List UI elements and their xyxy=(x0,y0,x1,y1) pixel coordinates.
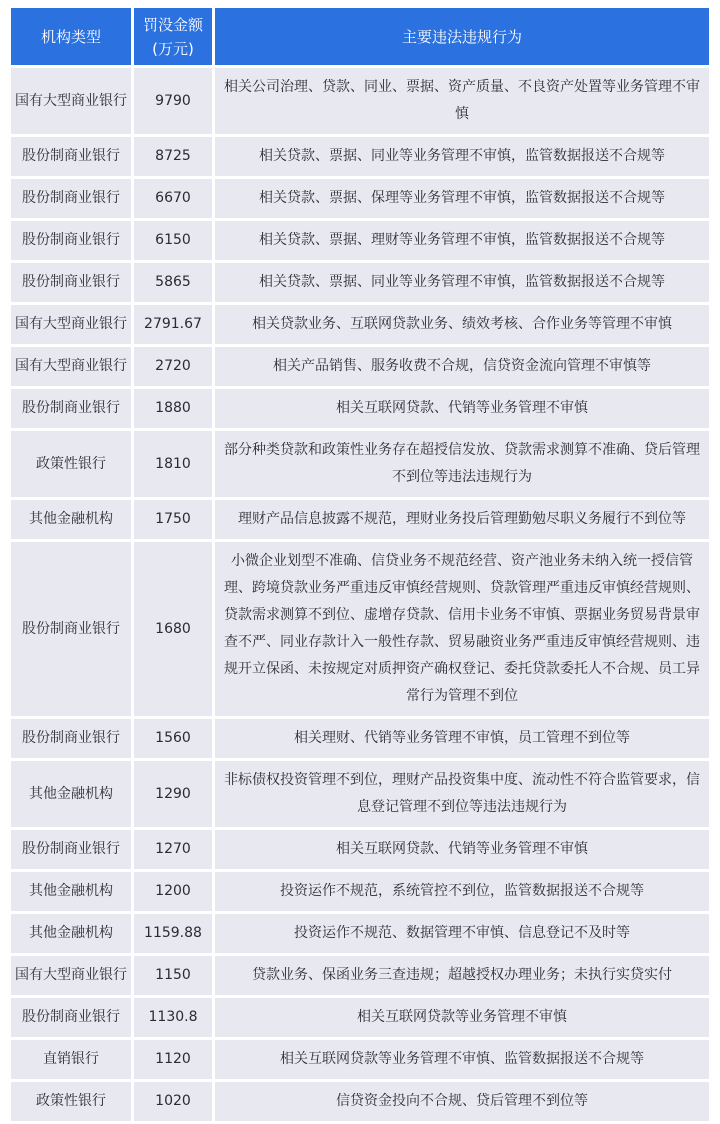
penalty-amount-cell: 6150 xyxy=(134,221,212,260)
col-header-violations: 主要违法违规行为 xyxy=(215,8,709,65)
penalty-amount-cell: 1120 xyxy=(134,1040,212,1079)
institution-type-cell: 股份制商业银行 xyxy=(11,389,131,428)
violations-cell: 贷款业务、保函业务三查违规；超越授权办理业务；未执行实贷实付 xyxy=(215,956,709,995)
violations-cell: 信贷资金投向不合规、贷后管理不到位等 xyxy=(215,1082,709,1121)
institution-type-cell: 国有大型商业银行 xyxy=(11,956,131,995)
institution-type-cell: 直销银行 xyxy=(11,1040,131,1079)
violations-cell: 相关互联网贷款等业务管理不审慎、监管数据报送不合规等 xyxy=(215,1040,709,1079)
table-row xyxy=(11,179,709,218)
institution-type-cell: 政策性银行 xyxy=(11,1082,131,1121)
header-row xyxy=(11,8,709,65)
violations-cell: 相关贷款、票据、理财等业务管理不审慎，监管数据报送不合规等 xyxy=(215,221,709,260)
institution-type-cell: 股份制商业银行 xyxy=(11,542,131,716)
table-row xyxy=(11,872,709,911)
table-row xyxy=(11,914,709,953)
table-row xyxy=(11,263,709,302)
institution-type-cell: 国有大型商业银行 xyxy=(11,305,131,344)
table-row xyxy=(11,305,709,344)
table-row xyxy=(11,542,709,716)
penalty-amount-cell: 9790 xyxy=(134,68,212,134)
penalty-amount-cell: 1270 xyxy=(134,830,212,869)
table-row xyxy=(11,956,709,995)
table-row xyxy=(11,431,709,497)
table-row xyxy=(11,1040,709,1079)
institution-type-cell: 股份制商业银行 xyxy=(11,221,131,260)
penalty-amount-cell: 2720 xyxy=(134,347,212,386)
penalty-amount-cell: 1159.88 xyxy=(134,914,212,953)
institution-type-cell: 股份制商业银行 xyxy=(11,998,131,1037)
penalty-amount-cell: 1290 xyxy=(134,761,212,827)
penalty-amount-cell: 1020 xyxy=(134,1082,212,1121)
violations-cell: 相关贷款、票据、保理等业务管理不审慎，监管数据报送不合规等 xyxy=(215,179,709,218)
col-header-penalty-amount xyxy=(134,8,212,65)
table-row xyxy=(11,500,709,539)
table-row xyxy=(11,1082,709,1121)
penalty-table xyxy=(8,5,712,1124)
violations-cell: 相关理财、代销等业务管理不审慎，员工管理不到位等 xyxy=(215,719,709,758)
institution-type-cell: 其他金融机构 xyxy=(11,761,131,827)
penalty-amount-cell: 1150 xyxy=(134,956,212,995)
institution-type-cell: 国有大型商业银行 xyxy=(11,68,131,134)
violations-cell: 理财产品信息披露不规范，理财业务投后管理勤勉尽职义务履行不到位等 xyxy=(215,500,709,539)
institution-type-cell: 政策性银行 xyxy=(11,431,131,497)
violations-cell: 相关互联网贷款、代销等业务管理不审慎 xyxy=(215,389,709,428)
penalty-amount-cell: 1560 xyxy=(134,719,212,758)
violations-cell: 相关互联网贷款等业务管理不审慎 xyxy=(215,998,709,1037)
institution-type-cell: 股份制商业银行 xyxy=(11,830,131,869)
institution-type-cell: 其他金融机构 xyxy=(11,500,131,539)
violations-cell: 相关贷款、票据、同业等业务管理不审慎，监管数据报送不合规等 xyxy=(215,263,709,302)
table-row xyxy=(11,389,709,428)
table-row xyxy=(11,830,709,869)
violations-cell: 部分种类贷款和政策性业务存在超授信发放、贷款需求测算不准确、贷后管理不到位等违法违规行为 xyxy=(215,431,709,497)
penalty-amount-cell: 8725 xyxy=(134,137,212,176)
violations-cell: 小微企业划型不准确、信贷业务不规范经营、资产池业务未纳入统一授信管理、跨境贷款业务严重违反审慎经营规则、贷款管理严重违反审慎经营规则、贷款需求测算不到位、虚增存贷款、信用卡业务不审慎、票据业务贸易背景审查不严、同业存款计入一般性存款、贸易融资业务严重违反审慎经营规则、违规开立保函、未按规定对质押资产确权登记、委托贷款委托人不合规、员工异常行为管理不到位 xyxy=(215,542,709,716)
table-row xyxy=(11,221,709,260)
penalty-amount-cell: 5865 xyxy=(134,263,212,302)
penalty-amount-cell: 1200 xyxy=(134,872,212,911)
violations-cell: 相关贷款、票据、同业等业务管理不审慎，监管数据报送不合规等 xyxy=(215,137,709,176)
institution-type-cell: 其他金融机构 xyxy=(11,872,131,911)
penalty-amount-cell: 1750 xyxy=(134,500,212,539)
table-row xyxy=(11,998,709,1037)
violations-cell: 投资运作不规范，系统管控不到位，监管数据报送不合规等 xyxy=(215,872,709,911)
penalty-amount-cell: 1810 xyxy=(134,431,212,497)
institution-type-cell: 股份制商业银行 xyxy=(11,137,131,176)
violations-cell: 投资运作不规范、数据管理不审慎、信息登记不及时等 xyxy=(215,914,709,953)
violations-cell: 相关贷款业务、互联网贷款业务、绩效考核、合作业务等管理不审慎 xyxy=(215,305,709,344)
institution-type-cell: 国有大型商业银行 xyxy=(11,347,131,386)
penalty-amount-cell: 2791.67 xyxy=(134,305,212,344)
col-header-institution-type: 机构类型 xyxy=(11,8,131,65)
col-header-penalty-amount-line1: 罚没金额 xyxy=(142,15,203,34)
table-body xyxy=(11,68,709,1121)
table-row xyxy=(11,761,709,827)
violations-cell: 相关互联网贷款、代销等业务管理不审慎 xyxy=(215,830,709,869)
penalty-amount-cell: 1880 xyxy=(134,389,212,428)
violations-cell: 相关公司治理、贷款、同业、票据、资产质量、不良资产处置等业务管理不审慎 xyxy=(215,68,709,134)
institution-type-cell: 股份制商业银行 xyxy=(11,179,131,218)
table-row xyxy=(11,137,709,176)
table-row xyxy=(11,719,709,758)
penalty-amount-cell: 1680 xyxy=(134,542,212,716)
penalty-amount-cell: 6670 xyxy=(134,179,212,218)
table-row xyxy=(11,347,709,386)
institution-type-cell: 股份制商业银行 xyxy=(11,263,131,302)
table-row xyxy=(11,68,709,134)
penalty-amount-cell: 1130.8 xyxy=(134,998,212,1037)
col-header-penalty-amount-line2: (万元) xyxy=(152,39,194,58)
violations-cell: 非标债权投资管理不到位，理财产品投资集中度、流动性不符合监管要求，信息登记管理不到位等违法违规行为 xyxy=(215,761,709,827)
violations-cell: 相关产品销售、服务收费不合规，信贷资金流向管理不审慎等 xyxy=(215,347,709,386)
institution-type-cell: 其他金融机构 xyxy=(11,914,131,953)
institution-type-cell: 股份制商业银行 xyxy=(11,719,131,758)
